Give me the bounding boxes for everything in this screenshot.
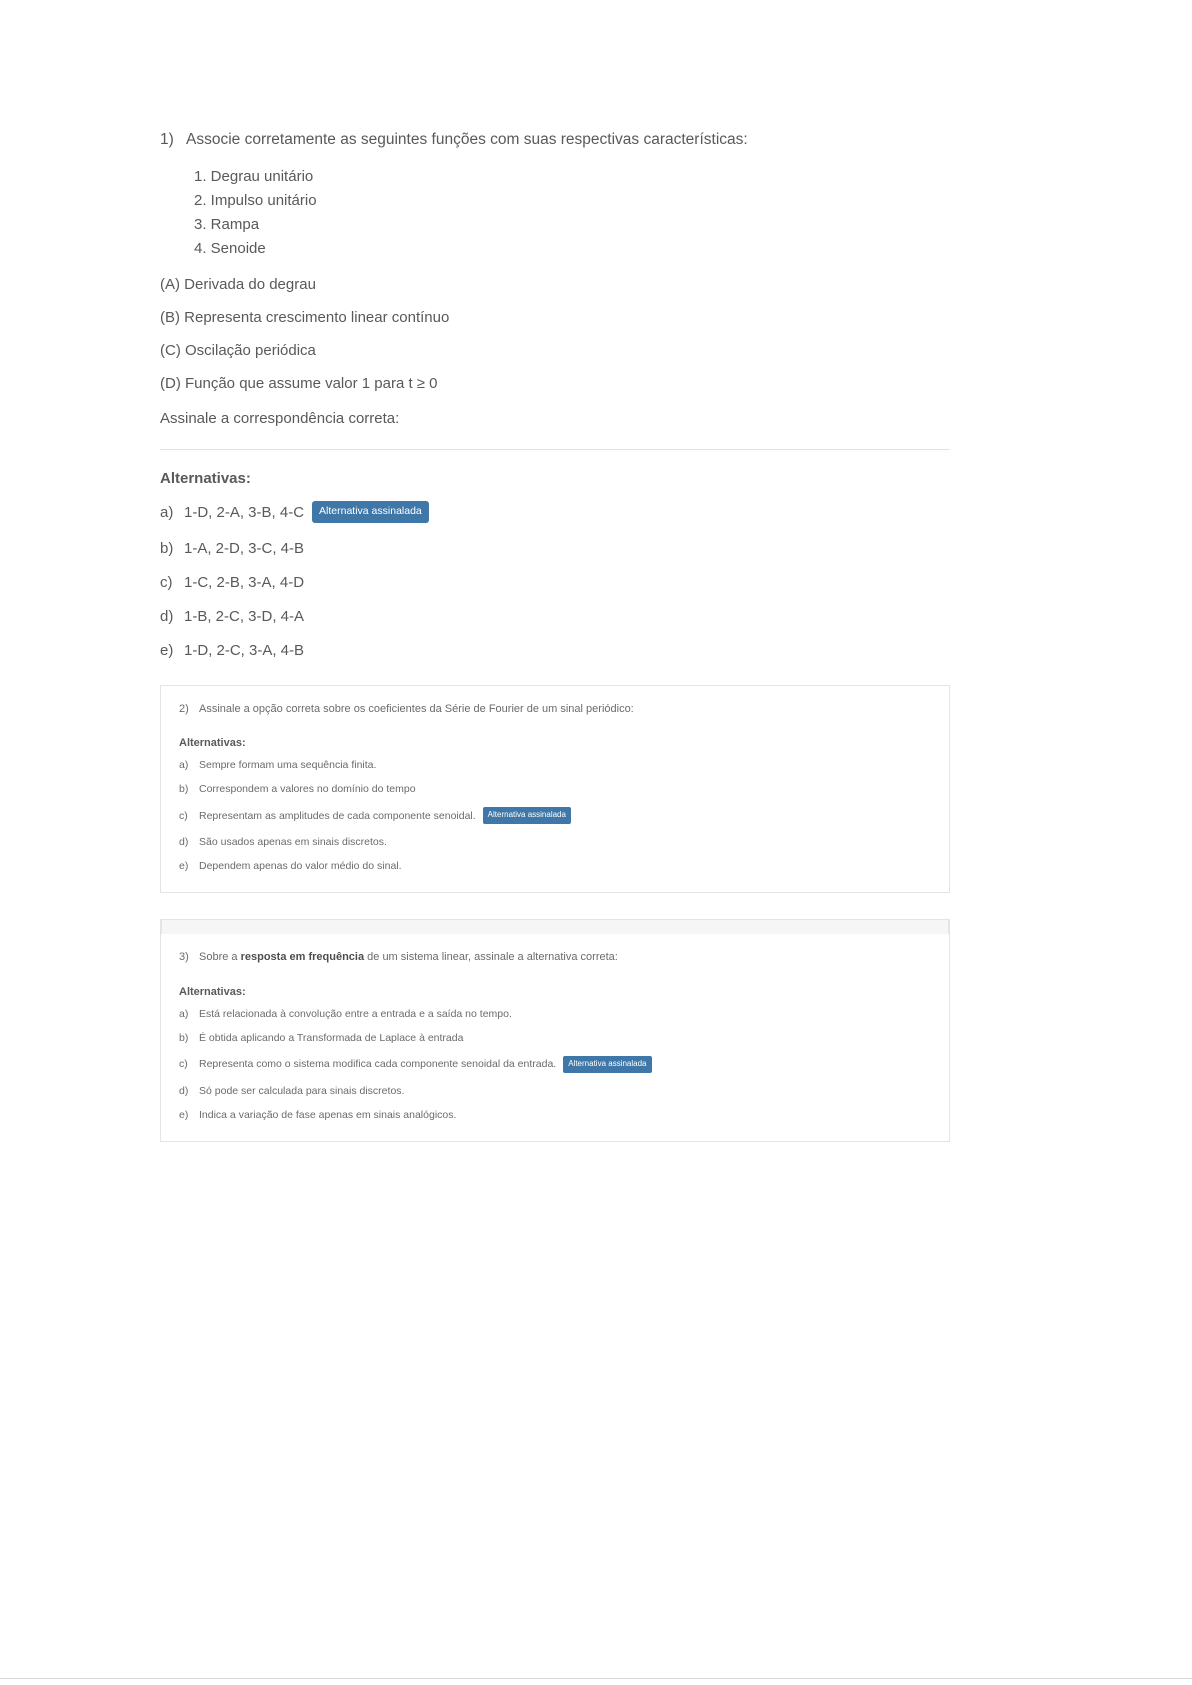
- alternative-letter: e): [179, 860, 189, 873]
- alternative-letter: b): [179, 1031, 189, 1044]
- stem-part-pre: Sobre a: [199, 951, 241, 964]
- alternative-letter: e): [160, 641, 174, 659]
- question-1-number: 1): [160, 131, 174, 148]
- question-1-alternative-b[interactable]: [160, 540, 950, 557]
- document-content: [160, 128, 950, 1142]
- question-1-option-c: (C) Oscilação periódica: [160, 342, 316, 360]
- alternative-letter: d): [179, 836, 189, 849]
- alternative-letter: d): [160, 607, 174, 625]
- question-1-option-a: (A) Derivada do degrau: [160, 276, 316, 294]
- question-1-stem: [160, 128, 950, 151]
- question-3-alternatives-label: Alternativas:: [179, 985, 246, 998]
- question-3-number: 3): [179, 951, 189, 964]
- alternative-text: Dependem apenas do valor médio do sinal.: [199, 860, 402, 873]
- alternative-letter: b): [179, 783, 189, 796]
- question-3-stem: [179, 950, 931, 965]
- question-1-option-b: (B) Representa crescimento linear contínuo: [160, 309, 450, 327]
- alternative-letter: a): [179, 1007, 189, 1020]
- stem-part-post: de um sistema linear, assinale a alternativa correta:: [364, 951, 618, 964]
- alternative-text: 1-D, 2-C, 3-A, 4-B: [184, 641, 305, 659]
- question-1-item-list: [194, 165, 950, 260]
- alternative-letter: b): [160, 539, 174, 557]
- list-item: 2. Impulso unitário: [194, 192, 317, 209]
- alternative-letter: e): [179, 1108, 189, 1121]
- question-2: [160, 685, 950, 893]
- question-3-body: [161, 934, 949, 1140]
- status-badge: Alternativa assinalada: [312, 501, 429, 523]
- question-2-alternative-a[interactable]: [179, 759, 931, 771]
- alternative-text: Só pode ser calculada para sinais discretos.: [199, 1084, 405, 1097]
- alternative-text: Correspondem a valores no domínio do tempo: [199, 783, 416, 796]
- alternative-text: Sempre formam uma sequência finita.: [199, 759, 377, 772]
- question-1-alternative-d[interactable]: [160, 608, 950, 625]
- question-1-alternative-c[interactable]: [160, 574, 950, 591]
- list-item: 1. Degrau unitário: [194, 168, 314, 186]
- alternative-text: Está relacionada à convolução entre a entrada e a saída no tempo.: [199, 1007, 512, 1020]
- question-1-closing: Assinale a correspondência correta:: [160, 410, 400, 428]
- question-2-body: [161, 686, 949, 892]
- alternative-text: 1-D, 2-A, 3-B, 4-C: [184, 503, 305, 521]
- question-2-alternative-c[interactable]: [179, 807, 931, 824]
- card-spacer: [161, 920, 949, 934]
- alternative-letter: c): [179, 809, 188, 822]
- alternative-text: É obtida aplicando a Transformada de Laplace à entrada: [199, 1031, 464, 1044]
- question-3-alternative-b[interactable]: [179, 1032, 931, 1044]
- alternative-text: São usados apenas em sinais discretos.: [199, 836, 387, 849]
- question-2-stem-text: Assinale a opção correta sobre os coeficientes da Série de Fourier de um sinal periódico:: [199, 702, 634, 715]
- question-3-alternative-d[interactable]: [179, 1085, 931, 1097]
- question-3: [160, 919, 950, 1141]
- list-item: 3. Rampa: [194, 215, 260, 233]
- alternative-letter: c): [160, 573, 173, 591]
- section-divider: [160, 449, 950, 450]
- alternative-letter: d): [179, 1084, 189, 1097]
- question-2-alternatives-label: Alternativas:: [179, 737, 246, 750]
- question-1: [160, 128, 950, 659]
- alternative-text: Indica a variação de fase apenas em sinais analógicos.: [199, 1108, 457, 1121]
- stem-part-bold: resposta em frequência: [240, 951, 365, 964]
- question-2-number: 2): [179, 702, 189, 715]
- page-footer-rule: [0, 1678, 1192, 1679]
- status-badge: Alternativa assinalada: [563, 1056, 651, 1073]
- question-1-alternative-e[interactable]: [160, 642, 950, 659]
- question-2-alternative-d[interactable]: [179, 836, 931, 848]
- alternative-text: 1-A, 2-D, 3-C, 4-B: [184, 539, 305, 557]
- question-3-alternative-a[interactable]: [179, 1008, 931, 1020]
- question-3-alternative-e[interactable]: [179, 1109, 931, 1121]
- alternative-text: Representa como o sistema modifica cada componente senoidal da entrada.: [199, 1058, 557, 1071]
- question-1-option-d: (D) Função que assume valor 1 para t ≥ 0: [160, 375, 438, 393]
- alternative-letter: a): [160, 503, 174, 521]
- alternative-text: 1-C, 2-B, 3-A, 4-D: [184, 573, 305, 591]
- alternative-letter: a): [179, 759, 189, 772]
- question-1-alternative-a[interactable]: [160, 501, 950, 523]
- status-badge: Alternativa assinalada: [483, 807, 571, 824]
- alternative-letter: c): [179, 1058, 188, 1071]
- question-2-alternative-b[interactable]: [179, 783, 931, 795]
- alternative-text: Representam as amplitudes de cada componente senoidal.: [199, 809, 476, 822]
- list-item: 4. Senoide: [194, 239, 266, 257]
- question-1-stem-text: Associe corretamente as seguintes funções com suas respectivas características:: [186, 131, 748, 148]
- question-3-alternative-c[interactable]: [179, 1056, 931, 1073]
- alternative-text: 1-B, 2-C, 3-D, 4-A: [184, 607, 305, 625]
- question-1-alternatives-label: Alternativas:: [160, 470, 251, 488]
- question-3-stem-text: [199, 950, 618, 965]
- question-2-alternative-e[interactable]: [179, 860, 931, 872]
- question-2-stem: [179, 702, 931, 717]
